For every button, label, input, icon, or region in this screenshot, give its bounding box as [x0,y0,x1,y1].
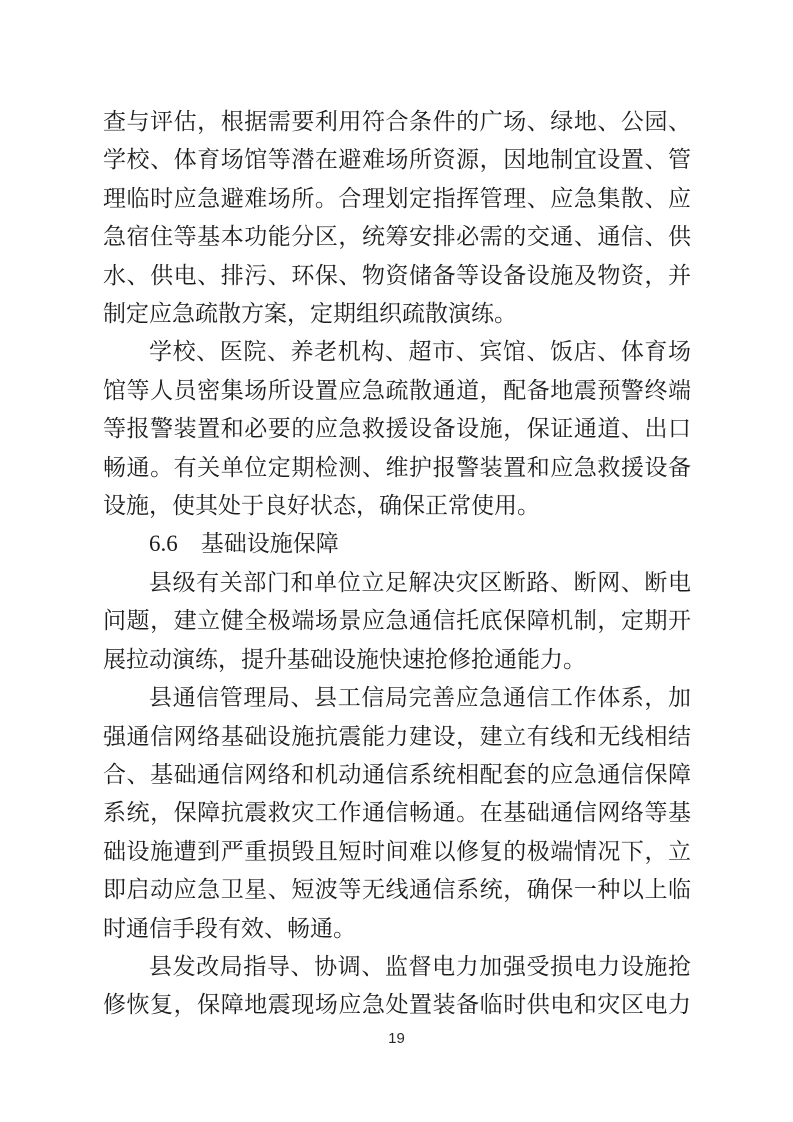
text-line: 馆等人员密集场所设置应急疏散通道，配备地震预警终端 [103,377,691,403]
text-line: 制定应急疏散方案，定期组织疏散演练。 [103,301,517,327]
text-line: 设施，使其处于良好状态，确保正常使用。 [103,493,540,519]
text-line: 学校、医院、养老机构、超市、宾馆、饭店、体育场 [149,339,691,365]
text-line: 展拉动演练，提升基础设施快速抢修抢通能力。 [103,646,586,672]
text-line: 学校、体育场馆等潜在避难场所资源，因地制宜设置、管 [103,147,691,173]
text-line: 问题，建立健全极端场景应急通信托底保障机制，定期开 [103,608,691,634]
text-line: 等报警装置和必要的应急救援设备设施，保证通道、出口 [103,416,691,442]
text-line: 县级有关部门和单位立足解决灾区断路、断网、断电 [149,569,691,595]
text-line: 强通信网络基础设施抗震能力建设，建立有线和无线相结 [103,723,691,749]
text-line: 县通信管理局、县工信局完善应急通信工作体系，加 [149,685,691,711]
text-line: 合、基础通信网络和机动通信系统相配套的应急通信保障 [103,761,691,787]
text-line: 畅通。有关单位定期检测、维护报警装置和应急救援设备 [103,454,691,480]
text-line: 时通信手段有效、畅通。 [103,915,356,941]
text-block [103,103,691,1025]
page-number: 19 [388,1030,405,1047]
section-heading: 6.6 基础设施保障 [149,531,339,557]
text-line: 查与评估，根据需要利用符合条件的广场、绿地、公园、 [103,109,691,134]
text-line: 修恢复，保障地震现场应急处置装备临时供电和灾区电力 [103,992,691,1018]
text-line: 水、供电、排污、环保、物资储备等设备设施及物资，并 [103,262,691,288]
text-line: 理临时应急避难场所。合理划定指挥管理、应急集散、应 [103,185,691,211]
text-line: 础设施遭到严重损毁且短时间难以修复的极端情况下，立 [103,838,691,864]
text-line: 即启动应急卫星、短波等无线通信系统，确保一种以上临 [103,877,691,903]
text-line: 急宿住等基本功能分区，统筹安排必需的交通、通信、供 [103,224,691,250]
text-line: 系统，保障抗震救灾工作通信畅通。在基础通信网络等基 [103,800,691,826]
text-line: 县发改局指导、协调、监督电力加强受损电力设施抢 [149,953,691,979]
